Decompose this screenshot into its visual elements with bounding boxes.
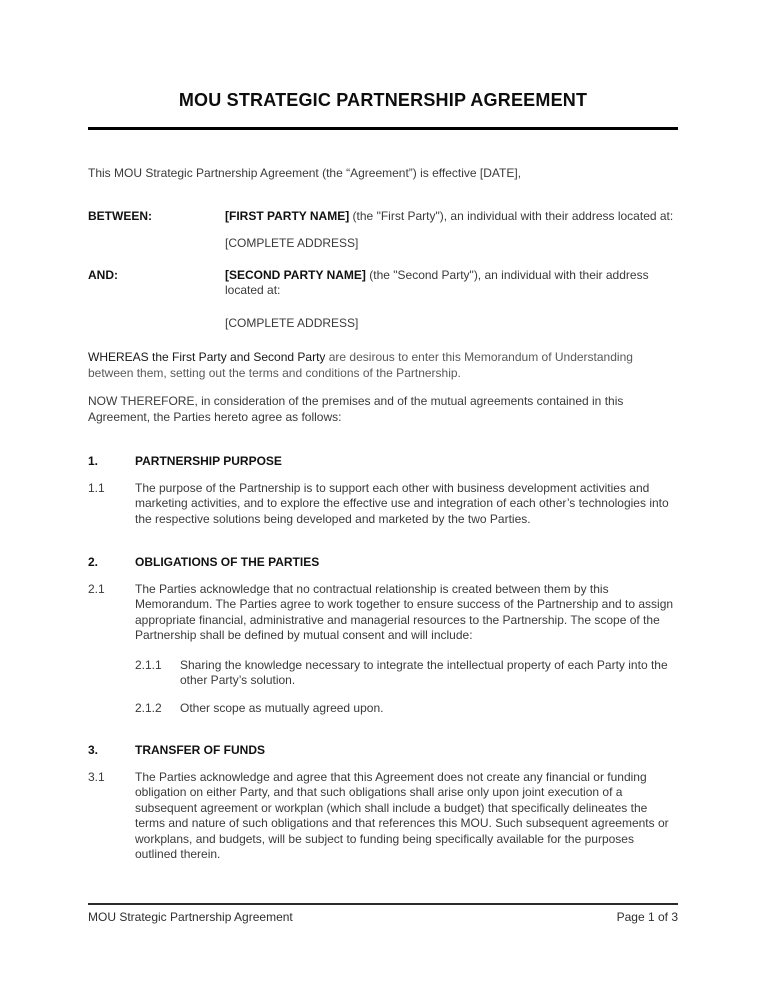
clause-text: The Parties acknowledge and agree that this Agreement does not create any financial or funding obligation on either Party, and that such obligations shall arise only upon joint execution of a subsequent agreement or workplan (which shall include a budget) that specifically delineates the terms and nature of such obligations and that references this MOU. Such subsequent agreements or workplans, and budgets, will be subject to funding being specifically available for the purposes outlined therein. [135,769,669,861]
party-first-text [225,209,678,225]
page-footer [88,903,678,926]
clause-text: The Parties acknowledge that no contractual relationship is created between them by this Memorandum. The Parties agree to work together to ensure success of the Partnership and to assign appropriate financial, administrative and managerial resources to the Partnership. The scope of the Partnership shall be defined by mutual consent and will include: [135,581,674,642]
section-title: PARTNERSHIP PURPOSE [135,454,282,468]
subclause-number: 2.1.1 [135,657,162,672]
clause-text: The purpose of the Partnership is to support each other with business development activities and marketing activities, and to explore the effective use and integration of each other’s technologies into the respective solutions being developed and marketed by the two Parties. [135,480,669,526]
whereas-lead: WHEREAS the First Party and Second Party [88,350,326,364]
party-first-description: (the "First Party"), an individual with their address located at: [349,208,674,223]
section-title: TRANSFER OF FUNDS [135,743,265,757]
section-number: 3. [88,743,99,757]
clause-number: 1.1 [88,480,105,495]
parties-block [88,209,678,332]
party-label-and: AND: [88,267,118,282]
intro-paragraph: This MOU Strategic Partnership Agreement (the “Agreement”) is effective [DATE], [88,166,522,180]
party-first-name: [FIRST PARTY NAME] [225,208,350,223]
subclause-text: Sharing the knowledge necessary to integrate the intellectual property of each Party into the other Party’s solution. [180,657,668,687]
subclause-2-1-1 [135,658,678,689]
whereas-rest: are desirous to enter this Memorandum of Understanding between them, setting out the terms and conditions of the Partnership. [88,350,633,380]
party-second-address: [COMPLETE ADDRESS] [225,315,359,330]
party-row-second [88,268,678,299]
clause-1-1 [88,481,678,528]
section-heading-2 [88,555,678,571]
section-number: 2. [88,555,99,569]
title-rule [88,127,678,130]
whereas-paragraph [88,350,678,381]
party-label-between: BETWEEN: [88,208,152,223]
party-row-first [88,209,678,225]
party-second-description: (the "Second Party"), an individual with their address located at: [225,267,649,297]
party-first-address: [COMPLETE ADDRESS] [225,236,359,250]
clause-2-1 [88,582,678,644]
footer-page-number: Page 1 of 3 [616,910,678,924]
document-title: MOU STRATEGIC PARTNERSHIP AGREEMENT [178,90,588,110]
clause-number: 2.1 [88,581,105,596]
now-therefore-paragraph: NOW THEREFORE, in consideration of the premises and of the mutual agreements contained in this Agreement, the Parties hereto agree as follows: [88,394,624,424]
section-heading-1 [88,454,678,470]
party-second-text [225,268,678,299]
subclause-number: 2.1.2 [135,700,162,715]
clause-3-1 [88,770,678,863]
footer-document-title: MOU Strategic Partnership Agreement [88,910,293,924]
section-title: OBLIGATIONS OF THE PARTIES [135,555,320,569]
subclause-text: Other scope as mutually agreed upon. [180,700,384,715]
subclause-2-1-2 [135,701,678,717]
clause-number: 3.1 [88,769,105,784]
party-second-name: [SECOND PARTY NAME] [225,267,366,282]
section-heading-3 [88,743,678,759]
section-number: 1. [88,454,99,468]
